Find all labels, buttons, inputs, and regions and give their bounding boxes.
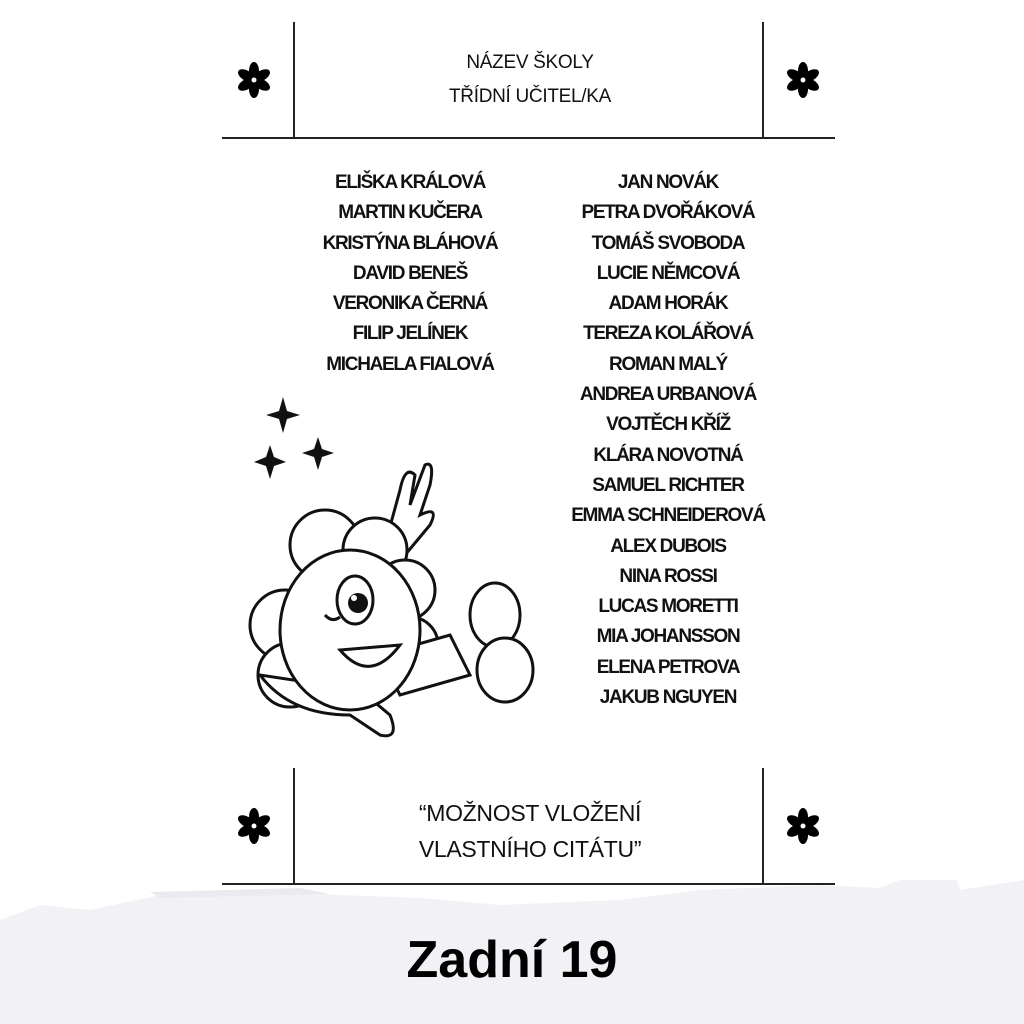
header-bottom-rule <box>222 137 835 139</box>
flower-icon <box>783 806 823 846</box>
student-name: ADAM HORÁK <box>608 293 728 315</box>
student-name: JAKUB NGUYEN <box>599 687 737 709</box>
student-name: LUCAS MORETTI <box>598 596 738 618</box>
student-name: ANDREA URBANOVÁ <box>579 384 757 406</box>
footer-left-rule <box>293 768 295 884</box>
caption-title: Zadní 19 <box>406 931 618 989</box>
student-name: MICHAELA FIALOVÁ <box>326 353 494 375</box>
student-name: TOMÁŠ SVOBODA <box>591 232 745 254</box>
flower-icon <box>783 60 823 100</box>
names-left-column <box>280 168 540 380</box>
student-name: ALEX DUBOIS <box>610 535 726 557</box>
flower-icon <box>234 60 274 100</box>
sparkle-icon <box>254 445 286 479</box>
header-left-rule <box>293 22 295 138</box>
school-name: NÁZEV ŠKOLY <box>466 52 594 73</box>
student-name: NINA ROSSI <box>619 565 717 587</box>
student-name: ELENA PETROVA <box>596 656 740 678</box>
student-name: MARTIN KUČERA <box>338 202 482 224</box>
header-right-rule <box>762 22 764 138</box>
student-name: VERONIKA ČERNÁ <box>332 293 488 315</box>
student-name: JAN NOVÁK <box>617 172 719 193</box>
student-name: KLÁRA NOVOTNÁ <box>593 444 743 466</box>
student-name: SAMUEL RICHTER <box>592 474 744 496</box>
student-name: FILIP JELÍNEK <box>352 323 468 345</box>
quote-line-1: “MOŽNOST VLOŽENÍ <box>418 800 642 826</box>
flower-mascot-illustration <box>230 395 550 755</box>
footer-bottom-rule <box>222 883 835 885</box>
student-name: ROMAN MALÝ <box>609 353 727 375</box>
student-name: DAVID BENEŠ <box>352 262 468 284</box>
student-name: KRISTÝNA BLÁHOVÁ <box>322 232 498 254</box>
sparkle-icon <box>302 437 334 470</box>
student-name: TEREZA KOLÁŘOVÁ <box>583 323 753 345</box>
class-teacher: TŘÍDNÍ UČITEL/KA <box>449 86 611 107</box>
student-name: VOJTĚCH KŘÍŽ <box>606 414 730 436</box>
student-name: LUCIE NĚMCOVÁ <box>596 262 740 284</box>
quote-line-2: VLASTNÍHO CITÁTU” <box>418 836 642 862</box>
flower-icon <box>234 806 274 846</box>
student-name: MIA JOHANSSON <box>596 626 740 648</box>
names-right-column <box>538 168 798 713</box>
student-name: EMMA SCHNEIDEROVÁ <box>571 505 765 527</box>
student-name: PETRA DVOŘÁKOVÁ <box>581 202 755 224</box>
student-name: ELIŠKA KRÁLOVÁ <box>335 172 485 193</box>
sparkle-icon <box>266 397 300 433</box>
